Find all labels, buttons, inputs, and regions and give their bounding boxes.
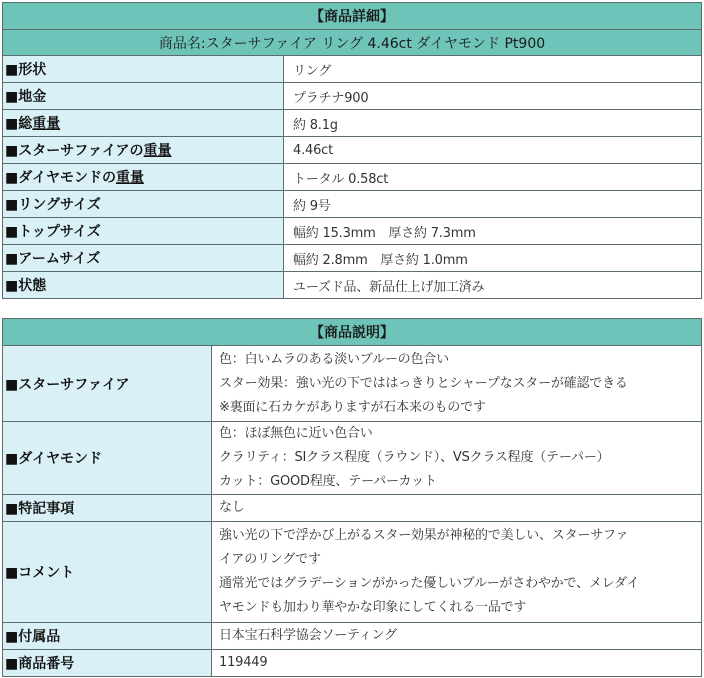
desc-row-diamond bbox=[3, 422, 702, 495]
detail-value: ユーズド品、新品仕上げ加工済み bbox=[284, 272, 702, 299]
square-bullet-icon: ■ bbox=[5, 376, 19, 393]
detail-value: 幅約 15.3mm 厚さ約 7.3mm bbox=[284, 218, 702, 245]
product-title-row bbox=[3, 30, 702, 56]
detail-value: 約 9号 bbox=[284, 191, 702, 218]
desc-row-accessories bbox=[3, 623, 702, 650]
detail-value: 約 8.1g bbox=[284, 110, 702, 137]
detail-label: ■ダイヤモンドの重量 bbox=[3, 164, 284, 191]
desc-value: 日本宝石科学協会ソーティング bbox=[212, 623, 702, 650]
detail-row-diamond-weight bbox=[3, 164, 702, 191]
desc-value: 強い光の下で浮かび上がるスター効果が神秘的で美しい、スターサファ イアのリングです 通常光ではグラデーションがかった優しいブルーがさわやかで、メレダイ ヤモンドも加わり華やかな印象にしてくれる一品です bbox=[212, 522, 702, 623]
square-bullet-icon: ■ bbox=[5, 62, 19, 78]
square-bullet-icon: ■ bbox=[5, 224, 19, 240]
desc-label: ■コメント bbox=[3, 522, 212, 623]
detail-label: ■形状 bbox=[3, 56, 284, 83]
detail-value: リング bbox=[284, 56, 702, 83]
desc-label: ■商品番号 bbox=[3, 650, 212, 677]
desc-row-special-notes bbox=[3, 495, 702, 522]
detail-label: ■地金 bbox=[3, 83, 284, 110]
detail-label: ■リングサイズ bbox=[3, 191, 284, 218]
detail-value: 幅約 2.8mm 厚さ約 1.0mm bbox=[284, 245, 702, 272]
product-description-table bbox=[2, 318, 702, 677]
detail-row-ring-size bbox=[3, 191, 702, 218]
desc-label: ■付属品 bbox=[3, 623, 212, 650]
square-bullet-icon: ■ bbox=[5, 565, 19, 581]
square-bullet-icon: ■ bbox=[5, 629, 19, 645]
detail-row-metal bbox=[3, 83, 702, 110]
detail-value: 4.46ct bbox=[284, 137, 702, 164]
desc-label: ■ダイヤモンド bbox=[3, 422, 212, 495]
detail-row-sapphire-weight bbox=[3, 137, 702, 164]
details-header-row bbox=[3, 3, 702, 30]
desc-value: 119449 bbox=[212, 650, 702, 677]
product-title: 商品名:スターサファイア リング 4.46ct ダイヤモンド Pt900 bbox=[3, 30, 702, 56]
desc-value: 色：白いムラのある淡いブルーの色合い スター効果：強い光の下でははっきりとシャープなスターが確認できる ※裏面に石カケがありますが石本来のものです bbox=[212, 346, 702, 422]
detail-row-arm-size bbox=[3, 245, 702, 272]
description-header: 【商品説明】 bbox=[3, 319, 702, 346]
detail-row-shape bbox=[3, 56, 702, 83]
desc-row-product-number bbox=[3, 650, 702, 677]
desc-label: ■スターサファイア bbox=[3, 346, 212, 422]
detail-row-top-size bbox=[3, 218, 702, 245]
product-details-table bbox=[2, 2, 702, 299]
square-bullet-icon: ■ bbox=[5, 278, 19, 294]
square-bullet-icon: ■ bbox=[5, 451, 19, 467]
detail-label: ■総重量 bbox=[3, 110, 284, 137]
square-bullet-icon: ■ bbox=[5, 170, 19, 186]
square-bullet-icon: ■ bbox=[5, 197, 19, 213]
square-bullet-icon: ■ bbox=[5, 116, 19, 132]
square-bullet-icon: ■ bbox=[5, 89, 19, 105]
detail-value: トータル 0.58ct bbox=[284, 164, 702, 191]
desc-row-comment bbox=[3, 522, 702, 623]
desc-row-star-sapphire bbox=[3, 346, 702, 422]
square-bullet-icon: ■ bbox=[5, 501, 19, 517]
detail-value: プラチナ900 bbox=[284, 83, 702, 110]
detail-row-condition bbox=[3, 272, 702, 299]
details-header: 【商品詳細】 bbox=[3, 3, 702, 30]
desc-label-highlighted: ■特記事項 bbox=[3, 495, 212, 522]
desc-value: なし bbox=[212, 495, 702, 522]
detail-label: ■スターサファイアの重量 bbox=[3, 137, 284, 164]
square-bullet-icon: ■ bbox=[5, 656, 19, 672]
detail-label: ■アームサイズ bbox=[3, 245, 284, 272]
detail-label: ■状態 bbox=[3, 272, 284, 299]
square-bullet-icon: ■ bbox=[5, 143, 19, 159]
detail-row-total-weight bbox=[3, 110, 702, 137]
square-bullet-icon: ■ bbox=[5, 251, 19, 267]
desc-value: 色：ほぼ無色に近い色合い クラリティ：SIクラス程度（ラウンド）、VSクラス程度（テーパー） カット：GOOD程度、テーパーカット bbox=[212, 422, 702, 495]
detail-label: ■トップサイズ bbox=[3, 218, 284, 245]
description-header-row bbox=[3, 319, 702, 346]
